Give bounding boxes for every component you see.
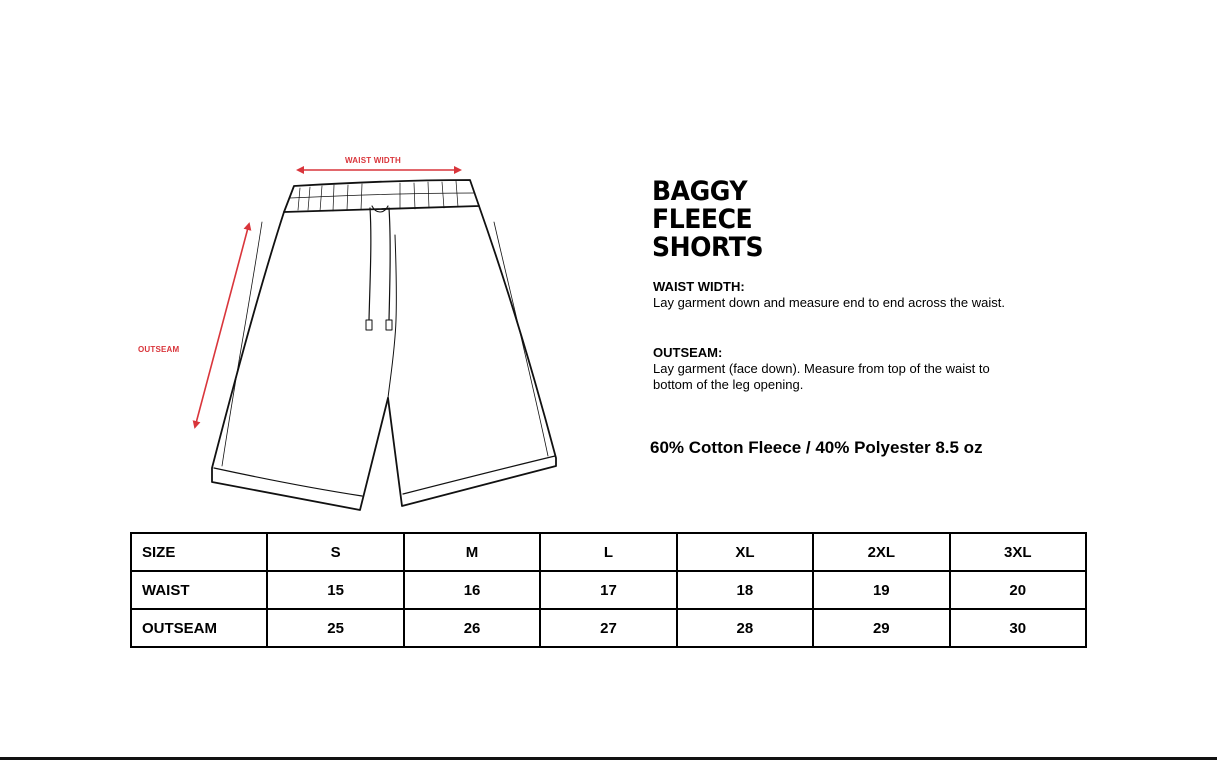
product-title <box>652 178 763 262</box>
table-cell: OUTSEAM <box>131 609 267 647</box>
outseam-instructions-heading: OUTSEAM: <box>653 345 723 360</box>
table-cell: 26 <box>404 609 540 647</box>
table-header-row <box>131 533 1086 571</box>
title-line-3: SHORTS <box>652 232 764 263</box>
table-header-cell: M <box>404 533 540 571</box>
table-cell: 15 <box>267 571 403 609</box>
shorts-diagram <box>0 0 620 530</box>
table-header-cell: L <box>540 533 676 571</box>
table-row <box>131 571 1086 609</box>
outseam-label: OUTSEAM <box>138 345 180 354</box>
table-cell: 19 <box>813 571 949 609</box>
table-cell: 18 <box>677 571 813 609</box>
waist-instructions <box>653 279 1023 311</box>
table-cell: 17 <box>540 571 676 609</box>
table-cell: WAIST <box>131 571 267 609</box>
title-line-2: FLEECE <box>652 204 753 235</box>
table-cell: 20 <box>950 571 1086 609</box>
waist-instructions-text: Lay garment down and measure end to end across the waist. <box>653 295 1005 310</box>
table-cell: 25 <box>267 609 403 647</box>
shorts-illustration <box>0 0 620 530</box>
material-info: 60% Cotton Fleece / 40% Polyester 8.5 oz <box>650 438 983 457</box>
table-header-cell: 3XL <box>950 533 1086 571</box>
outseam-instructions-text: Lay garment (face down). Measure from top of the waist to bottom of the leg opening. <box>653 361 990 392</box>
table-header-cell: S <box>267 533 403 571</box>
size-table <box>130 532 1087 648</box>
table-header-cell: 2XL <box>813 533 949 571</box>
outseam-instructions <box>653 345 1023 393</box>
table-header-cell: XL <box>677 533 813 571</box>
waist-width-label: WAIST WIDTH <box>345 156 401 165</box>
table-cell: 30 <box>950 609 1086 647</box>
outseam-arrow <box>195 224 249 427</box>
table-header-cell: SIZE <box>131 533 267 571</box>
shorts-outline <box>212 180 556 510</box>
table-cell: 28 <box>677 609 813 647</box>
title-line-1: BAGGY <box>652 176 748 207</box>
waist-instructions-heading: WAIST WIDTH: <box>653 279 745 294</box>
table-cell: 27 <box>540 609 676 647</box>
table-cell: 29 <box>813 609 949 647</box>
table-row <box>131 609 1086 647</box>
table-cell: 16 <box>404 571 540 609</box>
